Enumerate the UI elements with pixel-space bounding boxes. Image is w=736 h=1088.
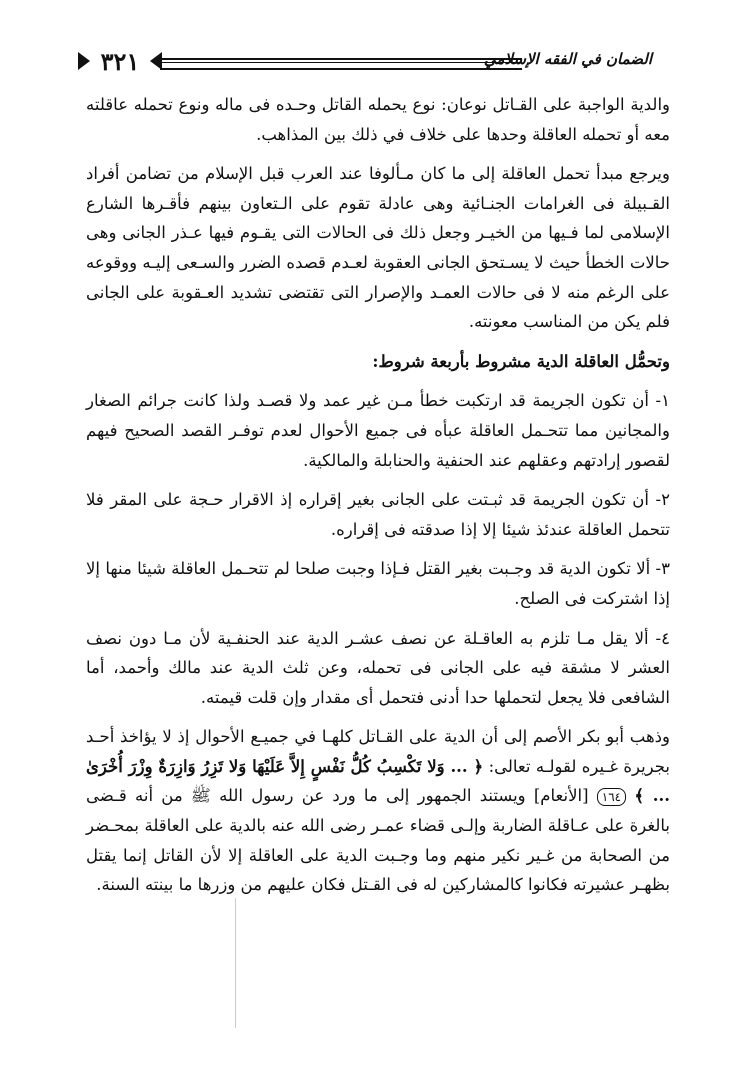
jumhur-text: [الأنعام] ويستند الجمهور إلى ما ورد عن رسول الله ﷺ من أنه قـضى بالغرة على عـاقلة الضاربة وإلـى قضاء عمـر رضى الله عنه بالدية على العاقلة بمحـضر من الصحابة من غـير نكير منهم وما وجـبت الدية على العاقلة إلا لأن القاتل إنما يقتل بظهـر عشيرته فكانوا كالمشاركين له فى القـتل فكان عليهم من وزرها ما بينته السنة. xyxy=(86,786,670,895)
asamm-text: وذهب أبو بكر الأصم إلى أن الدية على القـاتل كلهـا في جميـع الأحوال إذ لا يؤاخذ أحـد بجريرة غـيره لقولـه تعالى: xyxy=(86,727,671,776)
page-body xyxy=(86,90,670,910)
page-number: ٣٢١ xyxy=(84,46,156,76)
scan-mark xyxy=(235,898,236,1028)
header-rule xyxy=(160,58,522,70)
conditions-heading: وتحمُّل العاقلة الدية مشروط بأربعة شروط: xyxy=(372,351,670,371)
condition-2: ٢- أن تكون الجريمة قد ثبـتت على الجانى بغير إقراره إذ الاقرار حـجة على المقر فلا تتحمل العاقلة عندئذ شيئا إلا إذا صدقته فى إقراره. xyxy=(86,490,670,539)
quran-quote: ﴿ ... وَلا تَكْسِبُ كُلُّ نَفْسٍ إِلاَّ عَلَيْهَا وَلا تَزِرُ وَازِرَةٌ وِزْرَ أُخْرَىٰ ... ﴾ xyxy=(86,756,670,806)
paragraph-diya-types: والدية الواجبة على القـاتل نوعان: نوع يحمله القاتل وحـده فى ماله ونوع تحمله عاقلته معه أو تحمله العاقلة وحدها على خلاف في ذلك بين المذاهب. xyxy=(86,95,670,144)
paragraph-asamm-opinion xyxy=(86,722,670,900)
condition-3: ٣- ألا تكون الدية قد وجـبت بغير القتل فـإذا وجبت صلحا لم تتحـمل العاقلة شيئا منها إلا إذا اشتركت فى الصلح. xyxy=(86,559,670,608)
page-header xyxy=(84,44,652,84)
running-title: الضمان في الفقه الإسلامي xyxy=(483,50,652,68)
condition-1: ١- أن تكون الجريمة قد ارتكبت خطأ مـن غير عمد ولا قصـد ولذا كانت جرائم الصغار والمجانين مما تتحـمل العاقلة عبأه فى جميع الأحوال لعدم توفـر القصد الصحيح فيهم لقصور إرادتهم وعقلهم عند الحنفية والحنابلة والمالكية. xyxy=(86,391,670,470)
condition-4: ٤- ألا يقل مـا تلزم به العاقـلة عن نصف عشـر الدية عند الحنفـية لأن مـا دون نصف العشر لا مشقة فيه على الجانى فى تحمله، وعن ثلث الدية عند مالك وأحمد، أما الشافعى فلا يجعل لتحملها حدا أدنى فتحمل أى مقدار وإن قلت قيمته. xyxy=(86,628,670,707)
paragraph-aqila-origin: ويرجع مبدأ تحمل العاقلة إلى ما كان مـألوفا عند العرب قبل الإسلام من تضامن أفراد القـبيلة فى الغرامات الجنـائية وهى عادلة تقوم على الـتعاون بينهم فأقـرها الشارع الإسلامى لما فـيها من الخيـر وجعل ذلك فى الحالات التى يقـوم فيها عـذر الجانى وهى حالات الخطأ حيث لا يسـتحق الجانى العقوبة لعـدم قصده الضرر والسـعى إليـه ووقوعه على الرغم منه لا فى حالات العمـد والإصرار التى تقتضى تشديد العـقوبة على الجانى فلم يكن من المناسب معونته. xyxy=(86,164,670,332)
ayah-number: ١٦٤ xyxy=(597,788,626,806)
